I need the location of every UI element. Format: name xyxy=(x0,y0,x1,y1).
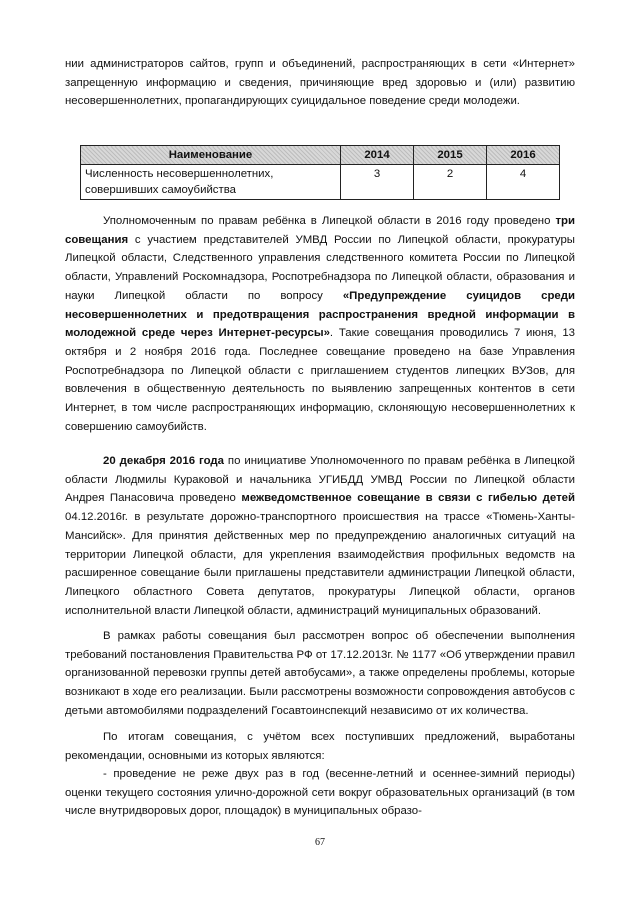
table-row xyxy=(81,165,560,200)
value-2014: 3 xyxy=(341,165,414,200)
value-2016: 4 xyxy=(487,165,560,200)
meetings-text-2: с участием представителей УМВД России по Липецкой области, прокуратуры Липецкой области, Следственного управления следственного комитета России по Липецкой области, Управлений Роскомнадзора, Роспотребнадзора по Липецкой области, образования и науки Липецкой области по вопросу xyxy=(65,233,575,302)
results-paragraph xyxy=(65,728,575,765)
value-2015: 2 xyxy=(414,165,487,200)
header-2016: 2016 xyxy=(487,146,560,165)
december-text-2: 04.12.2016г. в результате дорожно-транспортного происшествия на трассе «Тюмень-Ханты-Мансийск». Для принятия действенных мер по предупреждению аналогичных ситуаций на территории Липецкой области, для укрепления взаимодействия профильных ведомств на расширенное совещание были приглашены представители администрации Липецкой области, Липецкого областного Совета депутатов, прокуратуры Липецкой области, органов исполнительной власти Липецкой области, администраций муниципальных образований. xyxy=(65,511,575,617)
row-name: Численность несовершеннолетних, совершивших самоубийства xyxy=(81,165,341,200)
meetings-text-1: Уполномоченным по правам ребёнка в Липецкой области в 2016 году проведено xyxy=(103,215,556,227)
december-meeting-paragraph xyxy=(65,452,575,620)
intro-paragraph xyxy=(65,55,575,111)
december-text-1: по инициативе Уполномоченного по правам ребёнка в Липецкой области Людмилы Кураковой и начальника УГИБДД УМВД России по Липецкой области Андрея Панасовича проведено xyxy=(65,455,576,505)
december-bold-meeting: межведомственное совещание в связи с гибелью детей xyxy=(241,492,575,505)
rules-paragraph-text: В рамках работы совещания был рассмотрен вопрос об обеспечении выполнения требований постановления Правительства РФ от 17.12.2013г. № 1177 «Об утверждении правил организованной перевозки группы детей автобусами», а также определены проблемы, которые возникают в ходе его реализации. Были рассмотрены возможности сопровождения автобусов с детьми автомобилями подразделений Госавтоинспекций независимо от их количества. xyxy=(65,630,575,717)
recommendation-item xyxy=(65,765,575,821)
page-number: 67 xyxy=(315,837,325,848)
intro-paragraph-text: нии администраторов сайтов, групп и объединений, распространяющих в сети «Интернет» запрещенную информацию и сведения, причиняющие вред здоровью и (или) развитию несовершеннолетних, пропагандирующих суицидальное поведение среди молодежи. xyxy=(65,58,575,108)
results-paragraph-text: По итогам совещания, с учётом всех поступивших предложений, выработаны рекомендации, основными из которых являются: xyxy=(65,731,575,762)
table-header-row xyxy=(81,146,560,165)
meetings-bold-topic: «Предупреждение суицидов среди несовершеннолетних и предотвращения распространения вредной информации в молодежной среде через Интернет-ресурсы» xyxy=(65,289,575,340)
meetings-bold-count: три совещания xyxy=(65,215,575,246)
header-2015: 2015 xyxy=(414,146,487,165)
header-2014: 2014 xyxy=(341,146,414,165)
rules-paragraph xyxy=(65,627,575,721)
suicide-statistics-table xyxy=(80,145,560,200)
meetings-text-3: . Такие совещания проводились 7 июня, 13 октября и 2 ноября 2016 года. Последнее совещание проведено на базе Управления Роспотребнадзора по Липецкой области с приглашением студентов липецких ВУЗов, для вовлечения в общественную деятельность по выявлению запрещенных контентов в сети Интернет, в том числе распространяющих информацию, склоняющую несовершеннолетних к совершению самоубийств. xyxy=(65,327,575,433)
recommendation-item-text: - проведение не реже двух раз в год (весенне-летний и осеннее-зимний периоды) оценки текущего состояния улично-дорожной сети вокруг образовательных организаций (в том числе внутридворовых дорог, площадок) в муниципальных образо- xyxy=(65,768,575,818)
meetings-paragraph xyxy=(65,212,575,436)
december-bold-date: 20 декабря 2016 года xyxy=(103,455,224,467)
header-name: Наименование xyxy=(81,146,341,165)
